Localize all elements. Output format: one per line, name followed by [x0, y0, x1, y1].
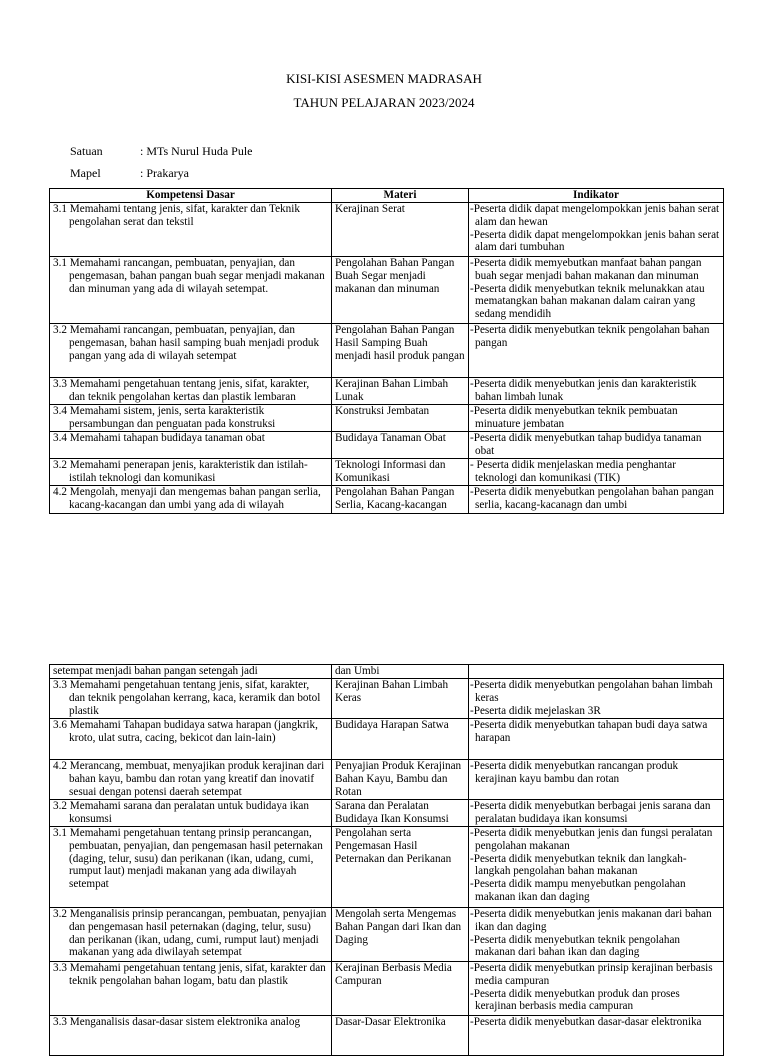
kompetensi-dasar-cell	[50, 432, 332, 459]
kompetensi-dasar-text: 4.2 Merancang, membuat, menyajikan produk kerajinan dari bahan kayu, bambu dan rotan yang kreatif dan inovatif sesuai dengan potensi daerah setempat	[53, 760, 325, 798]
table-row	[50, 679, 724, 719]
table-row	[50, 1016, 724, 1056]
kompetensi-dasar-text: 3.2 Memahami penerapan jenis, karakteristik dan istilah-istilah teknologi dan komunikasi	[53, 459, 308, 484]
indikator-item: -Peserta didik menyebutkan teknik dan langkah-langkah pengolahan bahan makanan	[470, 852, 687, 878]
kompetensi-dasar-cell	[50, 459, 332, 486]
kompetensi-dasar-cell	[50, 719, 332, 760]
kompetensi-dasar-text: 3.1 Memahami tentang jenis, sifat, karakter dan Teknik pengolahan serat dan tekstil	[53, 203, 300, 228]
materi-cell: Pengolahan Bahan Pangan Serlia, Kacang-kacangan	[332, 486, 469, 514]
indikator-cell	[469, 760, 724, 800]
materi-cell: Teknologi Informasi dan Komunikasi	[332, 459, 469, 486]
indikator-item: -Peserta didik menyebutkan prinsip kerajinan berbasis media campuran	[470, 962, 713, 987]
materi-cell: Sarana dan Peralatan Budidaya Ikan Konsumsi	[332, 800, 469, 827]
materi-cell: Konstruksi Jembatan	[332, 405, 469, 432]
indikator-list	[472, 257, 720, 321]
kompetensi-dasar-cell	[50, 962, 332, 1016]
indikator-item: -Peserta didik mampu menyebutkan pengolahan makanan ikan dan daging	[470, 878, 686, 903]
table-row	[50, 257, 724, 324]
kompetensi-dasar-text: 3.3 Memahami pengetahuan tentang jenis, sifat, karakter, dan teknik pengolahan kertas dan plastik lembaran	[53, 378, 310, 403]
table-row	[50, 432, 724, 459]
kompetensi-dasar-text: setempat menjadi bahan pangan setengah jadi	[53, 665, 258, 677]
materi-cell: Dasar-Dasar Elektronika	[332, 1016, 469, 1056]
satuan-value: : MTs Nurul Huda Pule	[140, 144, 253, 158]
kompetensi-dasar-cell	[50, 1016, 332, 1056]
header-indikator: Indikator	[469, 189, 724, 203]
kompetensi-dasar-text: 3.2 Memahami sarana dan peralatan untuk budidaya ikan konsumsi	[53, 800, 309, 825]
indikator-list	[472, 827, 720, 904]
indikator-item: -Peserta didik menyebutkan teknik pembuatan minuature jembatan	[470, 405, 678, 430]
kisi-table-page2	[49, 664, 724, 1056]
indikator-cell	[469, 827, 724, 908]
indikator-item: -Peserta didik dapat mengelompokkan jenis bahan serat alam dan hewan	[470, 203, 720, 228]
indikator-list	[472, 405, 720, 431]
kompetensi-dasar-cell	[50, 679, 332, 719]
kompetensi-dasar-text: 3.1 Memahami rancangan, pembuatan, penyajian, dan pengemasan, bahan pangan buah segar menjadi makanan dan minuman yang ada di wilayah setempat.	[53, 257, 325, 295]
indikator-item: -Peserta didik menyebutkan teknik pengolahan makanan dari bahan ikan dan daging	[470, 933, 681, 959]
indikator-item: -Peserta didik menyebutkan jenis makanan dari bahan ikan dan daging	[470, 908, 712, 933]
kompetensi-dasar-text: 3.6 Memahami Tahapan budidaya satwa harapan (jangkrik, kroto, ulat sutra, cacing, bekicot dan lain-lain)	[53, 719, 318, 744]
indikator-list	[472, 459, 720, 485]
kompetensi-dasar-text: 4.2 Mengolah, menyaji dan mengemas bahan pangan serlia, kacang-kacangan dan umbi yang ada di wilayah	[53, 486, 321, 511]
satuan-label: Satuan	[70, 144, 103, 158]
kompetensi-dasar-cell	[50, 827, 332, 908]
materi-cell: Kerajinan Bahan Limbah Keras	[332, 679, 469, 719]
indikator-cell	[469, 719, 724, 760]
table-row	[50, 203, 724, 257]
indikator-cell	[469, 679, 724, 719]
table-row	[50, 459, 724, 486]
kompetensi-dasar-cell	[50, 378, 332, 405]
indikator-item: -Peserta didik menyebutkan teknik pengolahan bahan pangan	[470, 324, 710, 349]
kompetensi-dasar-text: 3.2 Memahami rancangan, pembuatan, penyajian, dan pengemasan, bahan hasil samping buah menjadi produk pangan yang ada di wilayah setempat	[53, 324, 320, 362]
header-kompetensi-dasar: Kompetensi Dasar	[50, 189, 332, 203]
materi-cell: Pengolahan Bahan Pangan Buah Segar menjadi makanan dan minuman	[332, 257, 469, 324]
indikator-list	[472, 486, 720, 512]
table-row	[50, 827, 724, 908]
table-row	[50, 760, 724, 800]
indikator-list	[472, 800, 720, 826]
mapel-value: : Prakarya	[140, 166, 189, 180]
document-title: KISI-KISI ASESMEN MADRASAH	[286, 71, 482, 86]
indikator-cell	[469, 908, 724, 962]
kompetensi-dasar-text: 3.3 Menganalisis dasar-dasar sistem elektronika analog	[53, 1016, 301, 1028]
kompetensi-dasar-cell	[50, 257, 332, 324]
table-row	[50, 665, 724, 679]
table-row	[50, 908, 724, 962]
indikator-cell	[469, 1016, 724, 1056]
materi-cell: Penyajian Produk Kerajinan Bahan Kayu, Bambu dan Rotan	[332, 760, 469, 800]
kompetensi-dasar-text: 3.2 Menganalisis prinsip perancangan, pembuatan, penyajian dan pengemasan hasil peternakan (daging, telur, susu) dan perikanan (ikan, udang, cumi, rumput laut) menjadi makanan yang ada diwilayah setempat	[53, 908, 327, 959]
kompetensi-dasar-cell	[50, 486, 332, 514]
indikator-list	[472, 1016, 720, 1029]
indikator-list	[472, 679, 720, 717]
table-header-row	[50, 189, 724, 203]
materi-cell: Kerajinan Berbasis Media Campuran	[332, 962, 469, 1016]
indikator-list	[472, 760, 720, 786]
indikator-item: -Peserta didik menyebutkan teknik melunakkan atau mematangkan bahan makanan dalam cairan yang sedang mendidih	[470, 282, 705, 321]
kompetensi-dasar-text: 3.3 Memahami pengetahuan tentang jenis, sifat, karakter, dan teknik pengolahan kerrang, kaca, keramik dan botol plastik	[53, 679, 321, 717]
indikator-list	[472, 719, 720, 745]
indikator-item: -Peserta didik menyebutkan tahapan budi daya satwa harapan	[470, 719, 708, 744]
kompetensi-dasar-text: 3.4 Memahami tahapan budidaya tanaman obat	[53, 432, 265, 444]
materi-cell: dan Umbi	[332, 665, 469, 679]
indikator-list	[472, 203, 720, 254]
kompetensi-dasar-cell	[50, 800, 332, 827]
indikator-list	[472, 378, 720, 404]
indikator-item: -Peserta didik menyebutkan pengolahan bahan pangan serlia, kacang-kacanagn dan umbi	[470, 486, 714, 511]
kisi-table-page1	[49, 188, 724, 514]
indikator-cell	[469, 203, 724, 257]
mapel-label: Mapel	[70, 166, 101, 180]
indikator-cell	[469, 665, 724, 679]
indikator-item: -Peserta didik menyebutkan pengolahan bahan limbah keras	[470, 679, 713, 704]
table-row	[50, 962, 724, 1016]
indikator-cell	[469, 962, 724, 1016]
indikator-item: -Peserta didik mejelaskan 3R	[470, 704, 601, 717]
indikator-item: -Peserta didik menyebutkan rancangan produk kerajinan kayu bambu dan rotan	[470, 760, 679, 785]
kompetensi-dasar-text: 3.4 Memahami sistem, jenis, serta karakteristik persambungan dan penguatan pada konstruksi	[53, 405, 276, 430]
materi-cell: Kerajinan Serat	[332, 203, 469, 257]
indikator-cell	[469, 486, 724, 514]
kompetensi-dasar-cell	[50, 405, 332, 432]
table-row	[50, 405, 724, 432]
indikator-cell	[469, 432, 724, 459]
indikator-cell	[469, 405, 724, 432]
table-row	[50, 324, 724, 378]
table-row	[50, 800, 724, 827]
indikator-item: -Peserta didik menyebutkan jenis dan karakteristik bahan limbah lunak	[470, 378, 697, 403]
kompetensi-dasar-text: 3.1 Memahami pengetahuan tentang prinsip perancangan, pembuatan, penyajian, dan pengemasan hasil peternakan (daging, telur, susu) dan perikanan (ikan, udang, cumi, rumput laut) menjadi makanan yang ada diwilayah setempat	[53, 827, 323, 891]
materi-cell: Pengolahan serta Pengemasan Hasil Peternakan dan Perikanan	[332, 827, 469, 908]
indikator-item: -Peserta didik menyebutkan berbagai jenis sarana dan peralatan budidaya ikan konsumsi	[470, 800, 711, 825]
materi-cell: Budidaya Tanaman Obat	[332, 432, 469, 459]
indikator-item: - Peserta didik menjelaskan media penghantar teknologi dan komunikasi (TIK)	[470, 459, 676, 484]
indikator-item: -Peserta didik menyebutkan jenis dan fungsi peralatan pengolahan makanan	[470, 827, 713, 852]
kompetensi-dasar-cell	[50, 908, 332, 962]
header-materi: Materi	[332, 189, 469, 203]
kompetensi-dasar-text: 3.3 Memahami pengetahuan tentang jenis, sifat, karakter dan teknik pengolahan bahan logam, batu dan plastik	[53, 962, 326, 987]
kompetensi-dasar-cell	[50, 324, 332, 378]
indikator-item: -Peserta didik memyebutkan manfaat bahan pangan buah segar menjadi bahan makanan dan minuman	[470, 257, 702, 282]
indikator-list	[472, 324, 720, 350]
materi-cell: Pengolahan Bahan Pangan Hasil Samping Buah menjadi hasil produk pangan	[332, 324, 469, 378]
indikator-cell	[469, 378, 724, 405]
table-row	[50, 378, 724, 405]
indikator-cell	[469, 257, 724, 324]
indikator-cell	[469, 800, 724, 827]
indikator-list	[472, 908, 720, 959]
materi-cell: Kerajinan Bahan Limbah Lunak	[332, 378, 469, 405]
table-row	[50, 719, 724, 760]
indikator-item: -Peserta didik menyebutkan produk dan proses kerajinan berbasis media campuran	[470, 987, 680, 1013]
materi-cell: Mengolah serta Mengemas Bahan Pangan dari Ikan dan Daging	[332, 908, 469, 962]
document-subtitle: TAHUN PELAJARAN 2023/2024	[293, 95, 475, 110]
kompetensi-dasar-cell	[50, 203, 332, 257]
indikator-cell	[469, 324, 724, 378]
indikator-list	[472, 432, 720, 458]
materi-cell: Budidaya Harapan Satwa	[332, 719, 469, 760]
indikator-cell	[469, 459, 724, 486]
indikator-item: -Peserta didik dapat mengelompokkan jenis bahan serat alam dari tumbuhan	[470, 228, 720, 254]
indikator-item: -Peserta didik menyebutkan dasar-dasar elektronika	[470, 1016, 702, 1028]
indikator-list	[472, 962, 720, 1013]
table-row	[50, 486, 724, 514]
kompetensi-dasar-cell	[50, 760, 332, 800]
kompetensi-dasar-cell	[50, 665, 332, 679]
indikator-item: -Peserta didik menyebutkan tahap budidya tanaman obat	[470, 432, 702, 457]
